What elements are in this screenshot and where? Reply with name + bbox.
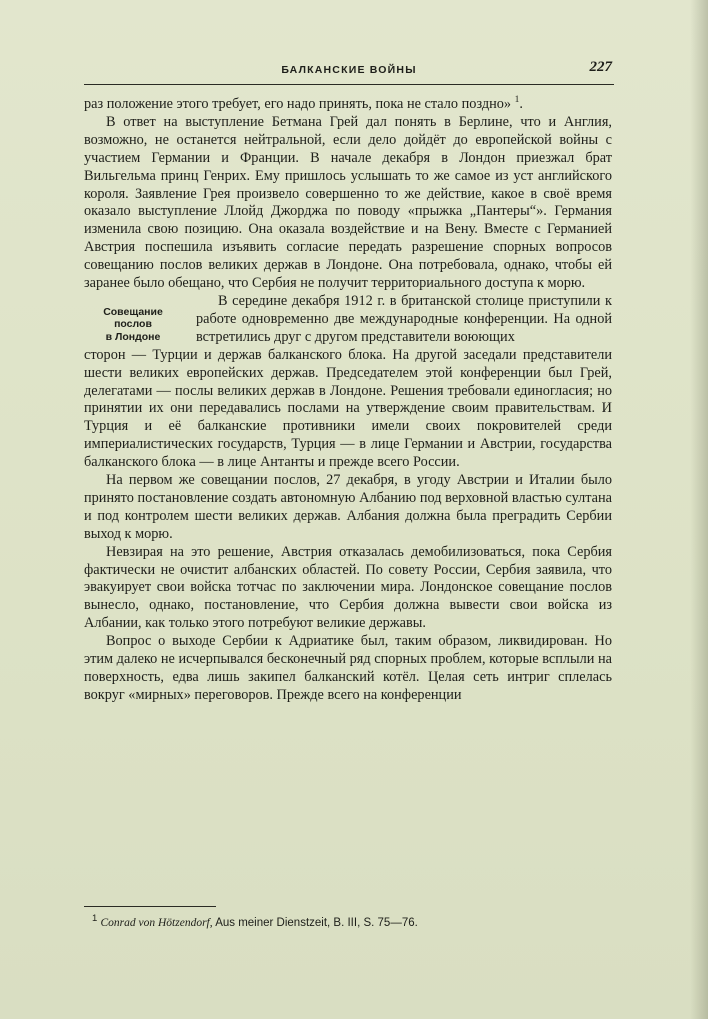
page-edge-shadow [690,0,708,1019]
paragraph-1-text: раз положение этого требует, его надо принять, пока не стало поздно» [84,96,512,112]
paragraph-6: Вопрос о выходе Сербии к Адриатике был, таким образом, ликвидирован. Но этим далеко не исчерпывался бесконечный ряд спорных проблем, которые всплыли на поверхность, едва лишь закипел балканский котёл. Целая сеть интриг сплелась вокруг «мирных» переговоров. Прежде всего на конференции [84,633,612,703]
footnote-author: Conrad von Hötzendorf, [100,917,213,929]
footnote-divider [84,906,216,907]
paragraph-1-end: . [519,96,523,112]
footnote-reference: 1 [514,95,520,106]
margin-note-line-3: в Лондоне [105,330,161,343]
paragraph-3-side: В середине декабря 1912 г. в британской столице приступили к работе одновременно две международные конференции. На одной встретились друг с другом представители воюющих [196,292,612,345]
paragraph-3-continuation: сторон — Турции и держав балканского блока. На другой заседали представители шести великих европейских держав. Председателем этой конференции был Грей, делегатами — послы великих держав в Лондоне. Решения требовали единогласия; но принятии их они передавались послами на утверждение своим правительствам. И Турция и её балканские противники имели своих покровителей среди империалистических государств, Турция — в лице Германии и Австрии, государства балканского блока — в лице Антанты и прежде всего России. [84,346,612,471]
running-title: БАЛКАНСКИЕ ВОЙНЫ [281,64,417,76]
footnote-mark: 1 [92,913,98,925]
footnote-text: Aus meiner Dienstzeit, B. III, S. 75—76. [215,917,418,929]
footnote [92,913,612,930]
sidenote-block [84,293,612,347]
margin-note-line-1: Совещание [103,305,163,318]
paragraph-4: На первом же совещании послов, 27 декабря, в угоду Австрии и Италии было принято постановление создать автономную Албанию под верховной властью султана и под контролем шести великих держав. Албания должна была преградить Сербии выход к морю. [84,472,612,542]
page-header [84,58,614,85]
margin-note-line-2: послов [114,318,152,331]
paragraph-1 [84,96,612,114]
paragraph-2: В ответ на выступление Бетмана Грей дал понять в Берлине, что и Англия, возможно, не останется нейтральной, если дело дойдёт до европейской войны с участием Германии и Франции. В начале декабря в Лондон приезжал брат Вильгельма принц Генрих. Ему пришлось услышать то же самое из уст английского короля. Заявление Грея произвело совершенно то же действие, какое в своё время оказало выступление Ллойд Джорджа по поводу «прыжка „Пантеры“». Германия изменила свою позицию. Она оказала воздействие и на Вену. Вместе с Германией Австрия поспешила изъявить согласие передать разрешение спорных вопросов совещанию послов великих держав в Лондоне. Она потребовала, однако, чтобы ей заранее было обещано, что Сербия не получит территориального доступа к морю. [84,113,612,292]
page-number: 227 [589,59,612,75]
margin-note [84,293,196,347]
paragraph-3-beside-note [196,293,612,347]
body-text [84,96,612,705]
paragraph-5: Невзирая на это решение, Австрия отказалась демобилизоваться, пока Сербия фактически не очистит албанских областей. По совету России, Сербия заявила, что эвакуирует свои войска тотчас по заключении мира. Лондонское совещание послов вынесло, однако, постановление, что Сербия должна вывести свои войска из Албании, как только этого потребуют великие державы. [84,543,612,632]
